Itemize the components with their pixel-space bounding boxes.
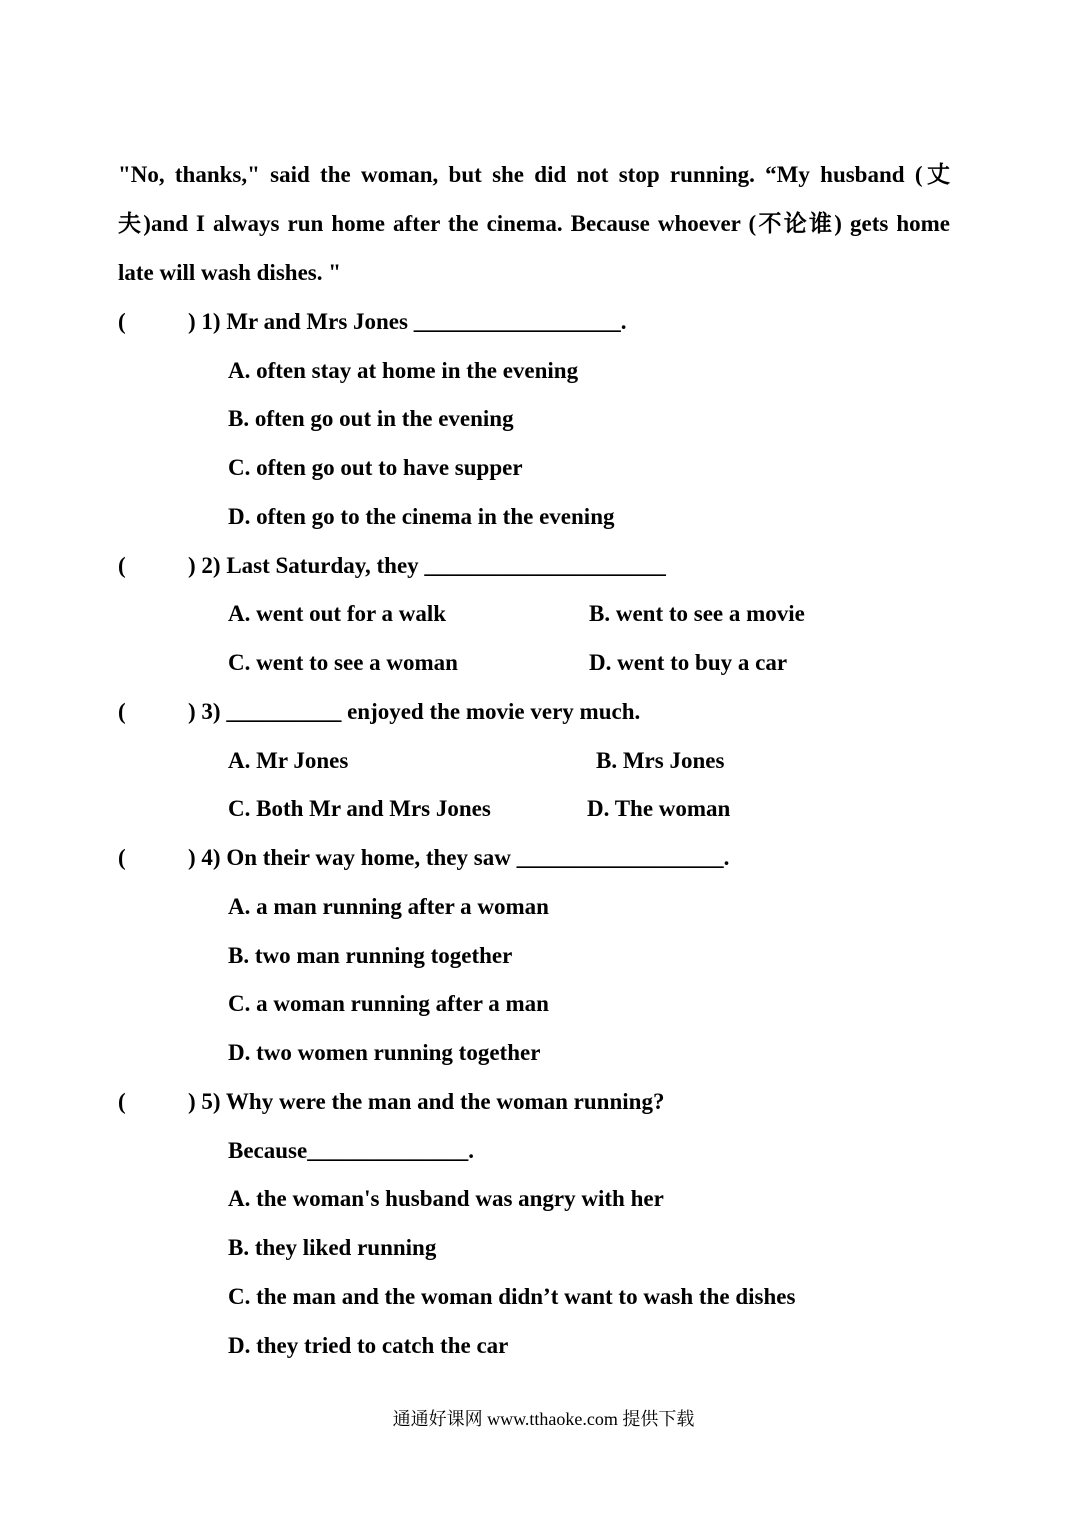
q3-option-c: C. Both Mr and Mrs Jones [228,796,491,821]
q1-option-b: B. often go out in the evening [228,406,514,431]
q3-option-a: A. Mr Jones [228,748,349,773]
q2-stem: ) 2) Last Saturday, they _____________________ [188,553,666,578]
q4-paren: ( [118,845,126,870]
q3-option-b: B. Mrs Jones [596,748,725,773]
q1-stem: ) 1) Mr and Mrs Jones __________________. [188,309,627,334]
q2-paren: ( [118,553,126,578]
q5-paren: ( [118,1089,126,1114]
q5-option-d: D. they tried to catch the car [228,1333,509,1358]
q2-option-c: C. went to see a woman [228,650,458,675]
q4-option-b: B. two man running together [228,943,513,968]
q1-paren: ( [118,309,126,334]
q1-option-a: A. often stay at home in the evening [228,358,579,383]
q4-option-d: D. two women running together [228,1040,541,1065]
q2-option-b: B. went to see a movie [589,601,805,626]
q5-option-c: C. the man and the woman didn’t want to wash the dishes [228,1284,796,1309]
q4-option-c: C. a woman running after a man [228,991,549,1016]
q3-stem: ) 3) __________ enjoyed the movie very much. [188,699,641,724]
q5-stem-continuation: Because______________. [228,1138,474,1163]
q4-option-a: A. a man running after a woman [228,894,549,919]
page-footer: 通通好课网 www.tthaoke.com 提供下载 [392,1409,695,1429]
q5-option-b: B. they liked running [228,1235,437,1260]
q4-stem: ) 4) On their way home, they saw __________________. [188,845,730,870]
q2-option-a: A. went out for a walk [228,601,447,626]
q2-option-d: D. went to buy a car [589,650,788,675]
passage-paragraph: "No, thanks," said the woman, but she did not stop running. “My husband (丈夫)and I always run home after the cinema. Because whoever (不论谁) gets home late will wash dishes. " [118,162,950,285]
q1-option-c: C. often go out to have supper [228,455,523,480]
q5-stem: ) 5) Why were the man and the woman running? [188,1089,665,1114]
q3-option-d: D. The woman [587,796,731,821]
q1-option-d: D. often go to the cinema in the evening [228,504,615,529]
q5-option-a: A. the woman's husband was angry with her [228,1186,664,1211]
q3-paren: ( [118,699,126,724]
